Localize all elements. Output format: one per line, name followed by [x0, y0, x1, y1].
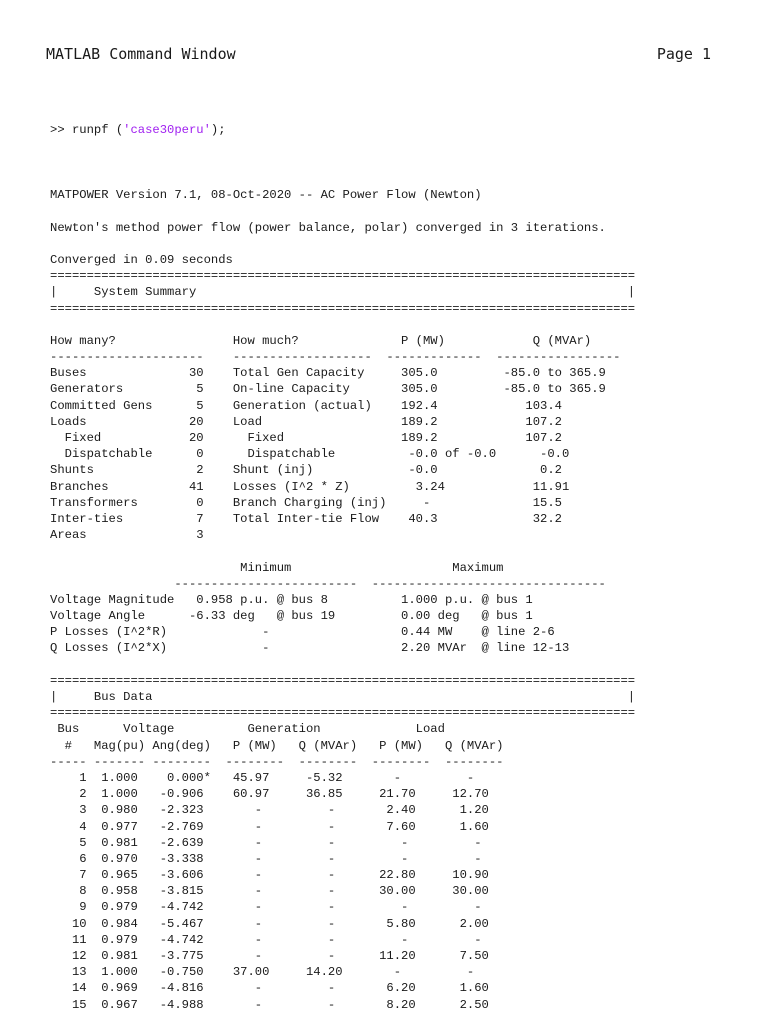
- output-line: ================================================================================: [50, 301, 636, 316]
- output-line: 14 0.969 -4.816 - - 6.20 1.60: [50, 981, 489, 996]
- output-line: 10 0.984 -5.467 - - 5.80 2.00: [50, 916, 489, 931]
- output-line: ================================================================================: [50, 269, 636, 284]
- output-line: Voltage Angle -6.33 deg @ bus 19 0.00 deg @ bus 1: [50, 609, 533, 624]
- output-line: [50, 657, 635, 673]
- output-line: 5 0.981 -2.639 - - - -: [50, 835, 482, 850]
- command-string-argument: 'case30peru': [123, 123, 211, 138]
- output-line: 2 1.000 -0.906 60.97 36.85 21.70 12.70: [50, 787, 489, 802]
- output-line: [50, 543, 635, 559]
- output-line: ================================================================================: [50, 673, 636, 688]
- output-line: --------------------- ------------------- ------------- -----------------: [50, 350, 621, 365]
- output-line: MATPOWER Version 7.1, 08-Oct-2020 -- AC Power Flow (Newton): [50, 188, 482, 203]
- output-line: Minimum Maximum: [50, 560, 504, 575]
- output-line: 9 0.979 -4.742 - - - -: [50, 900, 482, 915]
- output-line: | Bus Data |: [50, 690, 636, 704]
- output-line: Committed Gens 5 Generation (actual) 192.4 103.4: [50, 398, 562, 413]
- output-line: 12 0.981 -3.775 - - 11.20 7.50: [50, 949, 489, 963]
- output-line: Areas 3: [50, 528, 204, 543]
- output-line: ----- ------- -------- -------- -------- -------- --------: [50, 754, 504, 769]
- output-line: Transformers 0 Branch Charging (inj) - 15.5: [50, 495, 562, 510]
- output-line: Generators 5 On-line Capacity 305.0 -85.0 to 365.9: [50, 382, 606, 397]
- command-suffix: );: [210, 123, 226, 138]
- output-line: Shunts 2 Shunt (inj) -0.0 0.2: [50, 463, 562, 478]
- output-line: Voltage Magnitude 0.958 p.u. @ bus 8 1.000 p.u. @ bus 1: [50, 592, 533, 607]
- output-line: | System Summary |: [50, 285, 636, 300]
- document-title: MATLAB Command Window: [46, 45, 236, 63]
- output-line: 6 0.970 -3.338 - - - -: [50, 851, 482, 866]
- command-output: [50, 90, 635, 1013]
- output-line: Loads 20 Load 189.2 107.2: [50, 414, 562, 429]
- output-line: Bus Voltage Generation Load: [50, 722, 445, 737]
- output-line: Q Losses (I^2*X) - 2.20 MVAr @ line 12-13: [50, 641, 570, 656]
- output-line: 1 1.000 0.000* 45.97 -5.32 - -: [50, 770, 475, 785]
- output-line: How many? How much? P (MW) Q (MVAr): [50, 333, 592, 348]
- output-line: 8 0.958 -3.815 - - 30.00 30.00: [50, 884, 489, 899]
- output-line: 3 0.980 -2.323 - - 2.40 1.20: [50, 803, 489, 818]
- output-line: # Mag(pu) Ang(deg) P (MW) Q (MVAr) P (MW) Q (MVAr): [50, 738, 504, 753]
- output-line: ------------------------- --------------------------------: [50, 576, 606, 591]
- output-line: Dispatchable 0 Dispatchable -0.0 of -0.0 -0.0: [50, 447, 570, 462]
- output-line: [50, 317, 635, 333]
- output-line: Fixed 20 Fixed 189.2 107.2: [50, 431, 562, 445]
- command-prompt: >> runpf (: [50, 123, 124, 138]
- output-line: [50, 203, 635, 219]
- output-line: Newton's method power flow (power balance, polar) converged in 3 iterations.: [50, 220, 606, 235]
- output-line: Branches 41 Losses (I^2 * Z) 3.24 11.91: [50, 479, 570, 494]
- command-line: [50, 122, 635, 138]
- output-line: [50, 171, 635, 187]
- output-line: P Losses (I^2*R) - 0.44 MW @ line 2-6: [50, 625, 555, 640]
- output-line: 11 0.979 -4.742 - - - -: [50, 932, 482, 947]
- output-line: Converged in 0.09 seconds: [50, 252, 233, 267]
- output-line: [50, 236, 635, 252]
- page-number: Page 1: [656, 45, 711, 63]
- output-line: Buses 30 Total Gen Capacity 305.0 -85.0 to 365.9: [50, 366, 606, 381]
- output-line: 4 0.977 -2.769 - - 7.60 1.60: [50, 819, 489, 834]
- output-line: 7 0.965 -3.606 - - 22.80 10.90: [50, 868, 489, 883]
- output-line: 13 1.000 -0.750 37.00 14.20 - -: [50, 965, 475, 980]
- output-line: 15 0.967 -4.988 - - 8.20 2.50: [50, 997, 489, 1012]
- output-line: Inter-ties 7 Total Inter-tie Flow 40.3 32.2: [50, 511, 562, 526]
- output-line: ================================================================================: [50, 706, 636, 721]
